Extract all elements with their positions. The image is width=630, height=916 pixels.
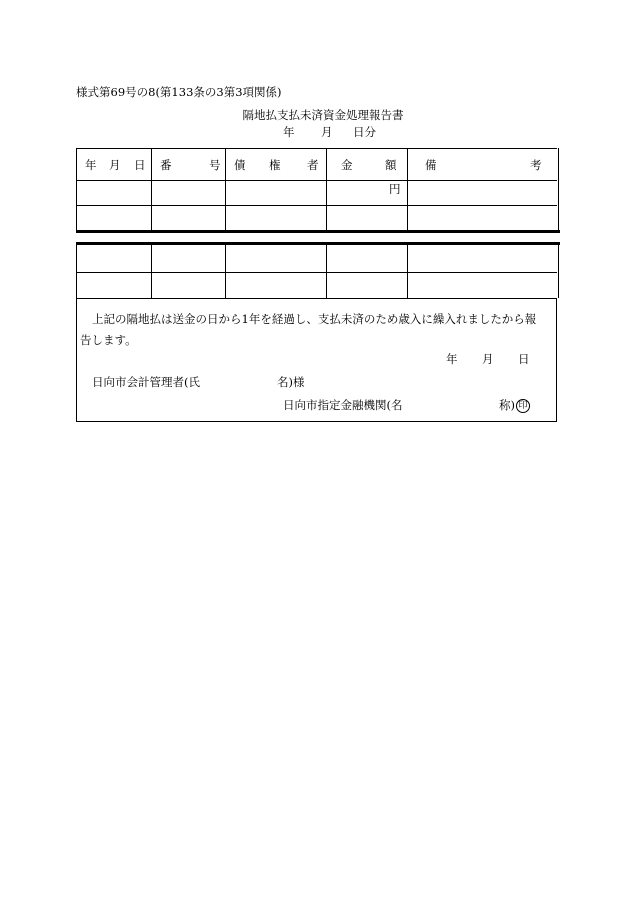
table-row (76, 245, 559, 272)
table-header-row (76, 148, 559, 180)
sender-suffix: 称) 印 (499, 397, 530, 413)
notice-text-line1: 上記の隔地払は送金の日から1年を経過し、支払未済のため歳入に繰入れましたから報 (92, 312, 537, 326)
amount-cell (327, 180, 408, 205)
form-reference: 様式第69号の8(第133条の3第3項関係) (76, 85, 282, 99)
notice-date-month: 月 (482, 352, 494, 366)
sender-prefix: 日向市指定金融機関(名 (283, 398, 403, 412)
header-date: 年 月 日 (77, 148, 152, 180)
header-number: 番 号 (152, 148, 226, 180)
table-row (76, 205, 559, 230)
period-year: 年 (283, 125, 295, 139)
period-day: 日分 (353, 125, 376, 139)
table-row (76, 180, 559, 205)
seal-mark: 印 (516, 399, 530, 413)
document-title: 隔地払支払未済資金処理報告書 (242, 108, 404, 122)
break-line-top (76, 230, 560, 233)
notice-date-day: 日 (518, 352, 530, 366)
notice-section (76, 298, 557, 422)
header-remarks: 備 考 (425, 158, 542, 172)
table-row (76, 272, 559, 298)
recipient-prefix: 日向市会計管理者(氏 (92, 375, 200, 389)
recipient-suffix: 名)様 (277, 375, 305, 389)
yen-unit: 円 (389, 182, 401, 196)
header-amount: 金 額 (327, 148, 408, 180)
header-creditor: 債 権 者 (226, 148, 327, 180)
notice-text-line2: 告します。 (80, 333, 137, 347)
notice-date-year: 年 (446, 352, 458, 366)
period-month: 月 (321, 125, 333, 139)
